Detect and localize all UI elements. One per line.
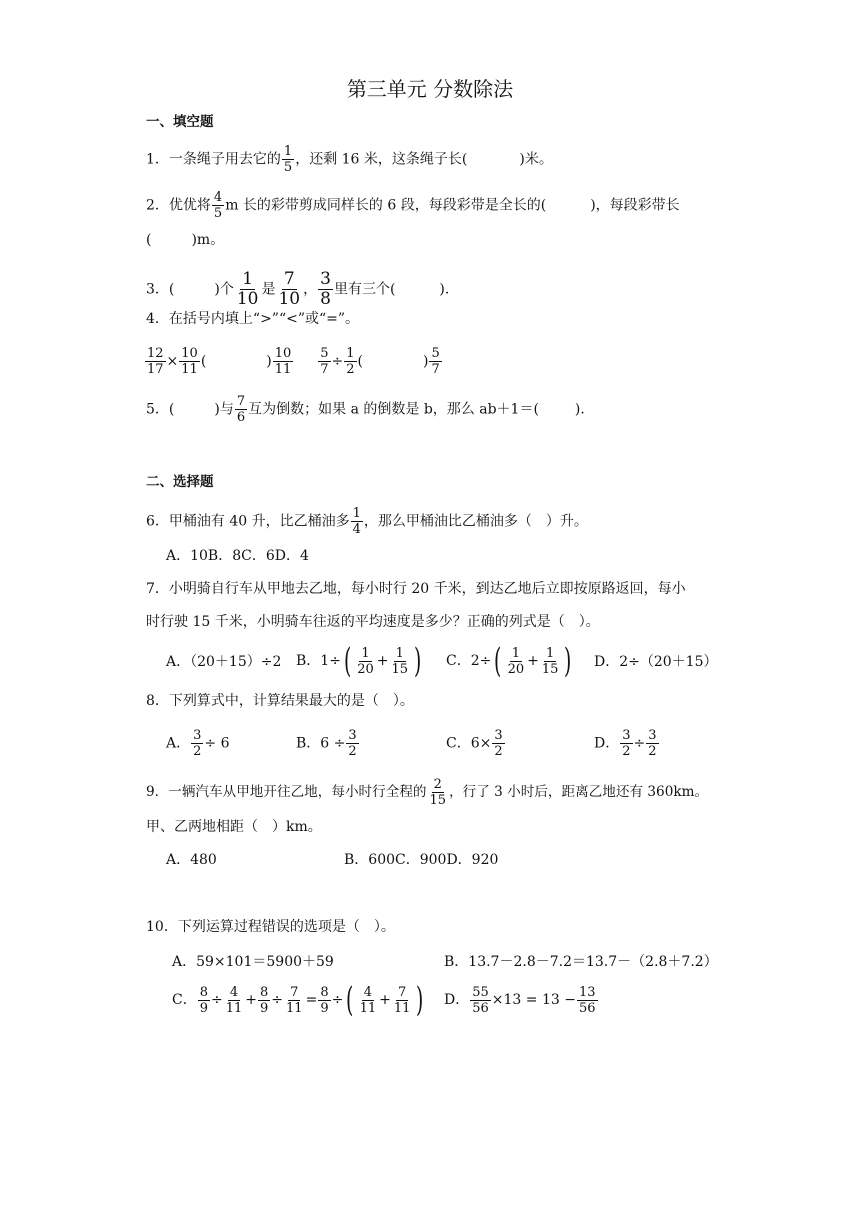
fraction: $\frac{8}{9}$ [199,984,208,1016]
fraction: $\frac{3}{2}$ [494,728,503,759]
question-2-cont: ( )m。 [146,232,225,248]
fraction: $\frac{8}{9}$ [260,984,269,1016]
question-7-option-a: A．（20＋15）÷2 [166,654,282,670]
question-4-expressions: $\frac{12}{17}$ × $\frac{10}{11}$ ( ) $\frac{10}{11}$ $\frac{5}{7}$ ÷ $\frac{1}{2}$ ( ) $\frac{5}{7}$ [147,346,440,377]
question-4: 4．在括号内填上“>”“<”或“=”。 [146,311,360,327]
fraction: $\frac{5}{7}$ [320,346,329,377]
question-9-option-a: A．480 [166,852,217,868]
fraction: $\frac{4}{11}$ [225,984,243,1016]
question-1: 1．一条绳子用去它的 $\frac{1}{5}$ ，还剩 16 米，这条绳子长( )米。 [146,144,553,175]
fraction: $\frac{1}{15}$ [391,645,409,677]
fraction: $\frac{1}{2}$ [346,346,355,377]
question-10: 10．下列运算过程错误的选项是（ ）。 [146,919,395,935]
fraction: $\frac{7}{6}$ [236,394,246,425]
fraction: $\frac{55}{56}$ [472,984,489,1016]
question-7-option-b: B．1÷( $\frac{1}{20}$ + $\frac{1}{15}$ ) [296,641,422,681]
question-9: 9．一辆汽车从甲地开往乙地，每小时行全程的 $\frac{2}{15}$ ，行了 3 小时后，距离乙地还有 360km。 [146,777,709,808]
fraction: $\frac{5}{7}$ [431,346,440,377]
question-7-option-c: C．2÷( $\frac{1}{20}$ + $\frac{1}{15}$ ) [446,641,572,681]
question-6: 6．甲桶油有 40 升，比乙桶油多 $\frac{1}{4}$ ，那么甲桶油比乙桶油多（ ）升。 [146,506,588,537]
question-3: 3．( )个 $\frac{1}{10}$ 是 $\frac{7}{10}$ ， $\frac{3}{8}$ 里有三个( ). [146,269,450,309]
question-7: 7．小明骑自行车从甲地去乙地，每小时行 20 千米，到达乙地后立即按原路返回，每小 [146,581,686,597]
fraction: $\frac{1}{20}$ [507,645,525,677]
fraction: $\frac{3}{2}$ [348,728,357,759]
question-5: 5．( )与 $\frac{7}{6}$ 互为倒数；如果 a 的倒数是 b，那么 ab＋1＝( ). [146,394,585,425]
fraction: $\frac{7}{11}$ [286,984,303,1016]
question-8: 8．下列算式中，计算结果最大的是（ ）。 [146,693,414,709]
fraction: $\frac{7}{11}$ [393,984,411,1016]
question-8-option-c: C．6× $\frac{3}{2}$ [446,728,503,759]
question-8-option-a: A． $\frac{3}{2}$ ÷ 6 [166,728,230,759]
fraction: $\frac{3}{8}$ [320,269,331,309]
fraction: $\frac{13}{56}$ [578,984,596,1016]
fraction: $\frac{3}{2}$ [648,728,657,759]
question-8-option-d: D． $\frac{3}{2}$ ÷ $\frac{3}{2}$ [594,728,657,759]
question-6-options: A．10B．8C．6D．4 [166,548,309,564]
fraction: $\frac{4}{11}$ [359,984,377,1016]
question-10-option-c: C． $\frac{8}{9}$ ÷ $\frac{4}{11}$ + $\frac{8}{9}$ ÷ $\frac{7}{11}$ = $\frac{8}{9}$ ÷( $\frac{4}{11}$ + $\frac{7}{11}$ ) [172,980,424,1020]
fraction: $\frac{12}{17}$ [147,346,164,377]
fraction: $\frac{1}{20}$ [357,645,374,677]
question-7-option-d: D．2÷（20＋15） [594,654,718,670]
fraction: $\frac{2}{15}$ [429,777,447,808]
question-9-cont: 甲、乙两地相距（ ）km。 [146,819,322,835]
question-2: 2．优优将 $\frac{4}{5}$ m 长的彩带剪成同样长的 6 段，每段彩带是全长的( )，每段彩带长 [146,190,680,221]
question-7-cont: 时行驶 15 千米，小明骑车往返的平均速度是多少？正确的列式是（ ）。 [146,614,600,630]
fraction: $\frac{3}{2}$ [622,728,631,759]
fraction: $\frac{8}{9}$ [320,984,329,1016]
question-10-option-b: B．13.7－2.8－7.2＝13.7－（2.8＋7.2） [444,954,718,970]
fraction: $\frac{7}{10}$ [278,269,301,309]
section-heading-multiple-choice: 二、选择题 [146,474,214,490]
page-title: 第三单元 分数除法 [346,77,514,101]
fraction: $\frac{4}{5}$ [213,190,223,221]
question-10-option-a: A．59×101＝5900＋59 [172,954,334,970]
question-8-option-b: B．6 ÷ $\frac{3}{2}$ [296,728,357,759]
question-10-option-d: D． $\frac{55}{56}$ ×13 = 13 − $\frac{13}{56}$ [444,984,596,1016]
fraction: $\frac{1}{4}$ [352,506,361,537]
fraction: $\frac{3}{2}$ [193,728,202,759]
question-9-option-bcd: B．600C．900D．920 [344,852,499,868]
fraction: $\frac{10}{11}$ [181,346,198,377]
fraction: $\frac{1}{5}$ [283,144,293,175]
section-heading-fill-blank: 一、填空题 [146,114,214,130]
fraction: $\frac{1}{15}$ [541,645,559,677]
fraction: $\frac{10}{11}$ [274,346,292,377]
fraction: $\frac{1}{10}$ [236,269,259,309]
